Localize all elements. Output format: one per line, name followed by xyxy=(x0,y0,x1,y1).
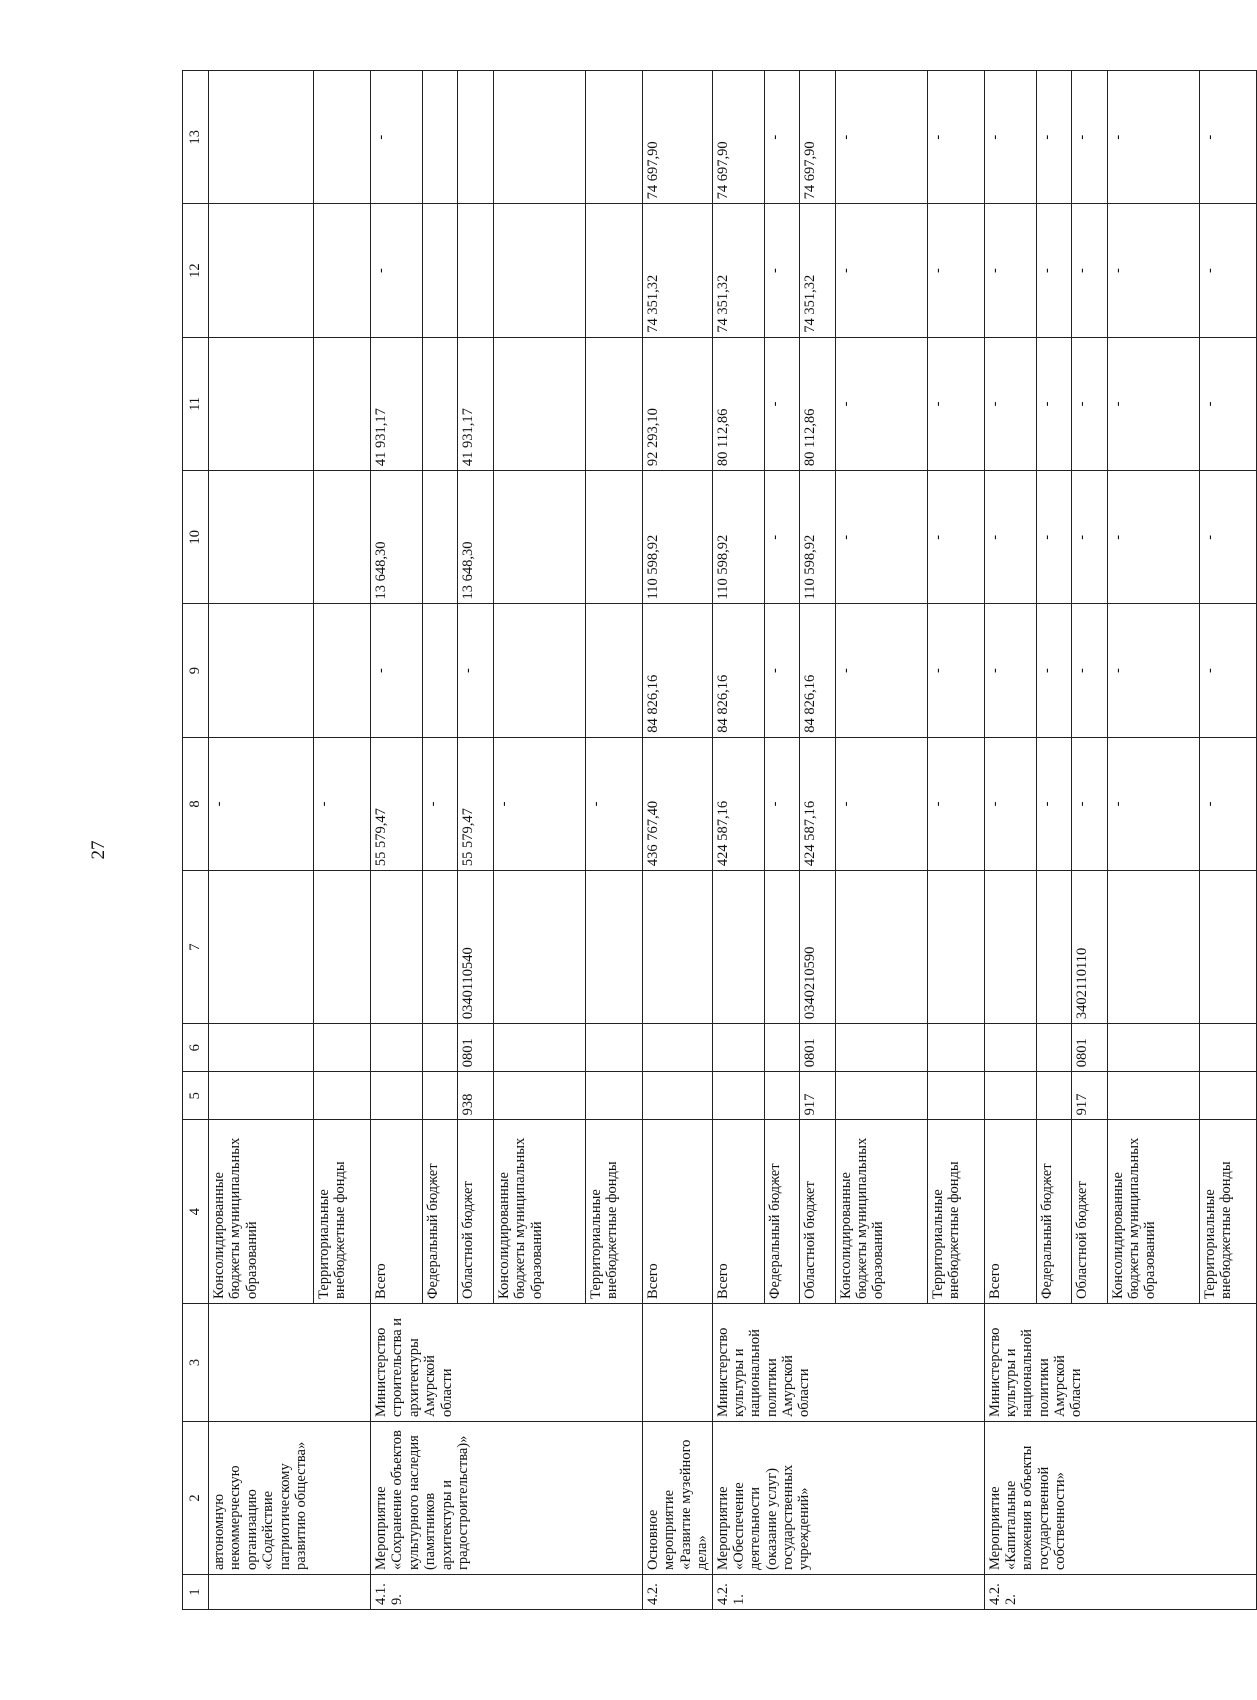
value-cell: - xyxy=(1107,471,1199,604)
value-cell: 0340110540 xyxy=(458,871,494,1024)
table-row xyxy=(371,71,423,1610)
value-cell xyxy=(1036,871,1071,1024)
executor-cell xyxy=(209,1303,371,1421)
value-cell xyxy=(586,71,643,204)
value-cell xyxy=(423,1024,458,1072)
table-row xyxy=(712,71,764,1610)
value-cell xyxy=(643,1072,713,1120)
row-number-cell: 4.2.1. xyxy=(712,1575,984,1610)
funding-source-cell: Консолидированные бюджеты муниципальных образований xyxy=(494,1120,586,1304)
row-number-cell: 4.2. xyxy=(643,1575,713,1610)
value-cell: - xyxy=(209,737,314,870)
value-cell: - xyxy=(927,471,984,604)
activity-name-cell: Мероприятие «Обеспечение деятельности (оказание услуг) государственных учреждений» xyxy=(712,1422,984,1575)
value-cell: - xyxy=(984,337,1036,470)
value-cell: - xyxy=(835,71,927,204)
value-cell: - xyxy=(927,204,984,337)
row-number-cell: 4.1.9. xyxy=(371,1575,643,1610)
value-cell xyxy=(314,204,371,337)
value-cell: - xyxy=(835,204,927,337)
value-cell: 110 598,92 xyxy=(643,471,713,604)
value-cell: - xyxy=(314,737,371,870)
value-cell: - xyxy=(586,737,643,870)
value-cell xyxy=(423,1072,458,1120)
value-cell: - xyxy=(1107,737,1199,870)
table-row xyxy=(209,71,314,1610)
value-cell: - xyxy=(764,204,799,337)
value-cell: - xyxy=(835,604,927,737)
value-cell: 0801 xyxy=(1071,1024,1107,1072)
rotated-page xyxy=(182,70,1234,1610)
value-cell: - xyxy=(764,71,799,204)
funding-source-cell: Консолидированные бюджеты муниципальных образований xyxy=(1107,1120,1199,1304)
value-cell xyxy=(494,1072,586,1120)
value-cell: - xyxy=(984,204,1036,337)
activity-name-cell: автономную некоммерческую организацию «Содействие патриотическому развитию общества» xyxy=(209,1422,371,1575)
value-cell xyxy=(643,1024,713,1072)
value-cell xyxy=(586,871,643,1024)
funding-source-cell: Всего xyxy=(712,1120,764,1304)
value-cell: - xyxy=(1036,471,1071,604)
value-cell xyxy=(927,871,984,1024)
value-cell: - xyxy=(764,737,799,870)
value-cell xyxy=(984,871,1036,1024)
value-cell xyxy=(764,1072,799,1120)
value-cell: - xyxy=(1199,337,1256,470)
funding-source-cell: Всего xyxy=(643,1120,713,1304)
value-cell xyxy=(209,871,314,1024)
value-cell xyxy=(1107,1072,1199,1120)
value-cell: - xyxy=(1199,737,1256,870)
funding-source-cell: Областной бюджет xyxy=(1071,1120,1107,1304)
value-cell: 436 767,40 xyxy=(643,737,713,870)
value-cell xyxy=(371,871,423,1024)
value-cell xyxy=(494,604,586,737)
value-cell xyxy=(209,337,314,470)
funding-source-cell: Территориальные внебюджетные фонды xyxy=(314,1120,371,1304)
value-cell xyxy=(494,1024,586,1072)
funding-source-cell: Областной бюджет xyxy=(799,1120,835,1304)
value-cell: 92 293,10 xyxy=(643,337,713,470)
value-cell: 13 648,30 xyxy=(371,471,423,604)
value-cell: 80 112,86 xyxy=(712,337,764,470)
value-cell xyxy=(494,871,586,1024)
value-cell: - xyxy=(927,71,984,204)
value-cell: 74 697,90 xyxy=(643,71,713,204)
value-cell xyxy=(712,871,764,1024)
value-cell xyxy=(494,337,586,470)
value-cell xyxy=(423,604,458,737)
value-cell xyxy=(835,1072,927,1120)
value-cell: - xyxy=(1107,604,1199,737)
value-cell xyxy=(314,471,371,604)
value-cell: 917 xyxy=(1071,1072,1107,1120)
value-cell: - xyxy=(984,71,1036,204)
value-cell: 41 931,17 xyxy=(458,337,494,470)
value-cell xyxy=(1036,1024,1071,1072)
value-cell xyxy=(586,1024,643,1072)
value-cell: 84 826,16 xyxy=(712,604,764,737)
value-cell xyxy=(1036,1072,1071,1120)
value-cell: - xyxy=(1199,471,1256,604)
value-cell xyxy=(209,204,314,337)
value-cell: 74 351,32 xyxy=(799,204,835,337)
funding-source-cell: Всего xyxy=(984,1120,1036,1304)
value-cell: - xyxy=(764,604,799,737)
value-cell xyxy=(1107,871,1199,1024)
value-cell: - xyxy=(984,604,1036,737)
value-cell: - xyxy=(1199,204,1256,337)
value-cell: 74 697,90 xyxy=(712,71,764,204)
value-cell xyxy=(314,604,371,737)
value-cell xyxy=(314,1072,371,1120)
value-cell xyxy=(209,1024,314,1072)
value-cell xyxy=(209,1072,314,1120)
value-cell xyxy=(586,604,643,737)
value-cell xyxy=(314,337,371,470)
header-cell: 8 xyxy=(183,737,209,870)
funding-source-cell: Консолидированные бюджеты муниципальных образований xyxy=(835,1120,927,1304)
row-number-cell xyxy=(209,1575,371,1610)
value-cell: - xyxy=(1036,71,1071,204)
value-cell: 110 598,92 xyxy=(799,471,835,604)
value-cell xyxy=(586,337,643,470)
value-cell xyxy=(984,1072,1036,1120)
value-cell: 3402110110 xyxy=(1071,871,1107,1024)
page-number: 27 xyxy=(88,840,109,860)
value-cell xyxy=(209,71,314,204)
value-cell: 74 351,32 xyxy=(643,204,713,337)
value-cell: 80 112,86 xyxy=(799,337,835,470)
header-cell: 6 xyxy=(183,1024,209,1072)
value-cell: 938 xyxy=(458,1072,494,1120)
value-cell xyxy=(1107,1024,1199,1072)
value-cell: 424 587,16 xyxy=(712,737,764,870)
value-cell xyxy=(423,871,458,1024)
value-cell: - xyxy=(1036,737,1071,870)
value-cell: - xyxy=(1036,204,1071,337)
table-row xyxy=(984,71,1036,1610)
value-cell xyxy=(643,871,713,1024)
funding-source-cell: Областной бюджет xyxy=(458,1120,494,1304)
value-cell xyxy=(423,337,458,470)
value-cell: - xyxy=(494,737,586,870)
value-cell xyxy=(423,471,458,604)
value-cell: 424 587,16 xyxy=(799,737,835,870)
value-cell: - xyxy=(835,471,927,604)
value-cell xyxy=(371,1072,423,1120)
funding-source-cell: Всего xyxy=(371,1120,423,1304)
value-cell xyxy=(712,1024,764,1072)
value-cell xyxy=(586,1072,643,1120)
value-cell: - xyxy=(835,337,927,470)
value-cell xyxy=(1199,1024,1256,1072)
value-cell xyxy=(494,204,586,337)
value-cell: - xyxy=(927,737,984,870)
value-cell xyxy=(423,204,458,337)
funding-source-cell: Федеральный бюджет xyxy=(1036,1120,1071,1304)
header-cell: 12 xyxy=(183,204,209,337)
value-cell: 55 579,47 xyxy=(458,737,494,870)
header-cell: 4 xyxy=(183,1120,209,1304)
row-number-cell: 4.2.2. xyxy=(984,1575,1256,1610)
value-cell xyxy=(927,1072,984,1120)
value-cell: - xyxy=(1199,71,1256,204)
value-cell xyxy=(586,204,643,337)
value-cell xyxy=(1199,1072,1256,1120)
header-row xyxy=(183,71,209,1610)
value-cell: 0801 xyxy=(458,1024,494,1072)
value-cell xyxy=(209,471,314,604)
executor-cell: Министерство культуры и национальной политики Амурской области xyxy=(984,1303,1256,1421)
funding-source-cell: Территориальные внебюджетные фонды xyxy=(586,1120,643,1304)
value-cell: 13 648,30 xyxy=(458,471,494,604)
value-cell xyxy=(494,71,586,204)
value-cell: - xyxy=(371,204,423,337)
value-cell: - xyxy=(1071,471,1107,604)
value-cell xyxy=(314,1024,371,1072)
value-cell: - xyxy=(1107,204,1199,337)
budget-table xyxy=(182,70,1257,1610)
funding-source-cell: Территориальные внебюджетные фонды xyxy=(1199,1120,1256,1304)
value-cell: - xyxy=(458,604,494,737)
value-cell: 41 931,17 xyxy=(371,337,423,470)
value-cell: 74 351,32 xyxy=(712,204,764,337)
value-cell: - xyxy=(927,604,984,737)
value-cell: 84 826,16 xyxy=(799,604,835,737)
header-cell: 5 xyxy=(183,1072,209,1120)
value-cell xyxy=(927,1024,984,1072)
value-cell: - xyxy=(1036,604,1071,737)
value-cell: 0801 xyxy=(799,1024,835,1072)
value-cell xyxy=(209,604,314,737)
header-cell: 13 xyxy=(183,71,209,204)
value-cell: - xyxy=(371,71,423,204)
value-cell: - xyxy=(1071,71,1107,204)
value-cell: - xyxy=(371,604,423,737)
value-cell xyxy=(458,204,494,337)
header-cell: 2 xyxy=(183,1422,209,1575)
table-row xyxy=(643,71,713,1610)
value-cell xyxy=(494,471,586,604)
value-cell xyxy=(835,871,927,1024)
executor-cell: Министерство культуры и национальной политики Амурской области xyxy=(712,1303,984,1421)
funding-source-cell: Федеральный бюджет xyxy=(764,1120,799,1304)
value-cell: - xyxy=(764,337,799,470)
value-cell: 917 xyxy=(799,1072,835,1120)
value-cell: 84 826,16 xyxy=(643,604,713,737)
funding-source-cell: Территориальные внебюджетные фонды xyxy=(927,1120,984,1304)
value-cell xyxy=(458,71,494,204)
value-cell: 0340210590 xyxy=(799,871,835,1024)
value-cell xyxy=(371,1024,423,1072)
value-cell xyxy=(835,1024,927,1072)
value-cell: - xyxy=(423,737,458,870)
value-cell xyxy=(764,871,799,1024)
value-cell: - xyxy=(1107,71,1199,204)
funding-source-cell: Федеральный бюджет xyxy=(423,1120,458,1304)
value-cell: - xyxy=(764,471,799,604)
activity-name-cell: Мероприятие «Сохранение объектов культурного наследия (памятников архитектуры и градостроительства)» xyxy=(371,1422,643,1575)
value-cell: - xyxy=(1071,737,1107,870)
header-cell: 10 xyxy=(183,471,209,604)
value-cell xyxy=(1199,871,1256,1024)
value-cell: - xyxy=(835,737,927,870)
value-cell: 74 697,90 xyxy=(799,71,835,204)
activity-name-cell: Основное мероприятие «Развитие музейного дела» xyxy=(643,1422,713,1575)
value-cell: - xyxy=(1071,604,1107,737)
value-cell: - xyxy=(984,471,1036,604)
executor-cell: Министерство строительства и архитектуры Амурской области xyxy=(371,1303,643,1421)
value-cell xyxy=(423,71,458,204)
header-cell: 1 xyxy=(183,1575,209,1610)
header-cell: 9 xyxy=(183,604,209,737)
value-cell: - xyxy=(1071,337,1107,470)
value-cell xyxy=(764,1024,799,1072)
value-cell: 55 579,47 xyxy=(371,737,423,870)
funding-source-cell: Консолидированные бюджеты муниципальных образований xyxy=(209,1120,314,1304)
value-cell xyxy=(314,71,371,204)
value-cell: - xyxy=(1199,604,1256,737)
value-cell xyxy=(712,1072,764,1120)
value-cell xyxy=(586,471,643,604)
header-cell: 7 xyxy=(183,871,209,1024)
value-cell: - xyxy=(1071,204,1107,337)
executor-cell xyxy=(643,1303,713,1421)
value-cell: - xyxy=(984,737,1036,870)
value-cell xyxy=(984,1024,1036,1072)
value-cell xyxy=(314,871,371,1024)
activity-name-cell: Мероприятие «Капитальные вложения в объекты государственной собственности» xyxy=(984,1422,1256,1575)
header-cell: 3 xyxy=(183,1303,209,1421)
value-cell: - xyxy=(1036,337,1071,470)
header-cell: 11 xyxy=(183,337,209,470)
value-cell: 110 598,92 xyxy=(712,471,764,604)
value-cell: - xyxy=(1107,337,1199,470)
value-cell: - xyxy=(927,337,984,470)
